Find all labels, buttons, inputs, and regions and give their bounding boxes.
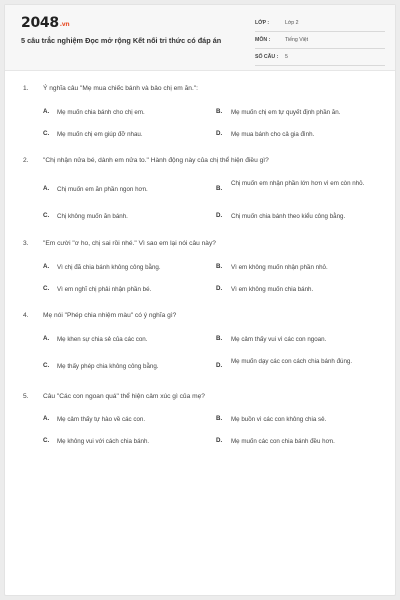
option-text: Vì em không muốn chia bánh. [231,286,314,293]
option-letter: A. [43,185,50,192]
option-letter: A. [43,415,50,422]
option-letter: B. [216,335,223,342]
option-letter: D. [216,362,223,369]
question-number: 5. [23,393,29,400]
question-5 [5,393,395,465]
option-letter: B. [216,185,223,192]
option-text: Chị không muốn ăn bánh. [57,213,128,220]
meta-row-count [255,51,385,66]
option-text: Mẹ khen sự chia sẻ của các con. [57,336,148,343]
option-letter: D. [216,437,223,444]
option-letter: B. [216,108,223,115]
option-text: Mẹ muốn chia bánh cho chị em. [57,109,145,116]
page-title: 5 câu trắc nghiệm Đọc mở rộng Kết nối tri thức có đáp án [21,36,222,45]
meta-value: Tiếng Việt [285,37,309,43]
option-text: Mẹ cảm thấy vui vì các con ngoan. [231,336,327,343]
option-letter: A. [43,108,50,115]
option-text: Mẹ muốn các con chia bánh đều hơn. [231,438,335,445]
meta-value: Lớp 2 [285,20,299,26]
logo-suffix: .vn [59,21,70,28]
option-text: Mẹ muốn chị em tự quyết định phần ăn. [231,109,341,116]
meta-label: MÔN : [255,37,271,43]
question-number: 3. [23,240,29,247]
question-list [5,85,395,465]
option-text: Vì chị đã chia bánh không công bằng. [57,264,161,271]
option-text: Chị muốn em ăn phần ngon hơn. [57,186,148,193]
option-letter: D. [216,285,223,292]
option-letter: D. [216,212,223,219]
option-text: Mẹ muốn dạy các con cách chia bánh đúng. [231,358,353,365]
option-letter: C. [43,285,50,292]
question-3 [5,240,395,312]
option-text: Vì em nghĩ chị phải nhận phần bé. [57,286,152,293]
option-text: Mẹ buồn vì các con không chia sẻ. [231,416,327,423]
meta-label: LỚP : [255,20,270,26]
question-text: Câu "Các con ngoan quá" thể hiện cảm xúc gì của mẹ? [43,393,205,400]
option-text: Mẹ muốn chị em giúp đỡ nhau. [57,131,143,138]
option-text: Mẹ mua bánh cho cả gia đình. [231,131,315,138]
meta-value: 5 [285,54,288,60]
question-text: "Em cười "ơ ho, chị sai rồi nhé." Vì sao em lại nói câu này? [43,240,216,247]
logo-text: 2048 [21,15,59,31]
question-1 [5,85,395,157]
option-letter: D. [216,130,223,137]
option-text: Chị muốn chia bánh theo kiểu công bằng. [231,213,346,220]
option-text: Mẹ thấy phép chia không công bằng. [57,363,159,370]
question-text: Mẹ nói "Phép chia nhiệm màu" có ý nghĩa gì? [43,312,177,319]
question-text: Ý nghĩa câu "Mẹ mua chiếc bánh và bảo chị em ăn.": [43,85,198,92]
question-number: 4. [23,312,29,319]
option-text: Mẹ không vui với cách chia bánh. [57,438,150,445]
option-letter: A. [43,263,50,270]
question-number: 1. [23,85,29,92]
option-letter: C. [43,362,50,369]
question-2 [5,157,395,240]
option-text: Vì em không muốn nhận phần nhỏ. [231,264,328,271]
worksheet-header [5,5,395,71]
option-letter: B. [216,415,223,422]
question-text: "Chị nhận nửa bé, dành em nửa to." Hành động này của chị thể hiện điều gì? [43,157,269,164]
meta-row-class [255,17,385,32]
site-logo[interactable] [21,15,69,31]
option-letter: A. [43,335,50,342]
option-text: Mẹ cảm thấy tự hào về các con. [57,416,146,423]
option-letter: C. [43,437,50,444]
question-4 [5,312,395,393]
worksheet-meta [255,17,385,68]
option-letter: B. [216,263,223,270]
worksheet-page [4,4,396,596]
option-letter: C. [43,130,50,137]
meta-label: SỐ CÂU : [255,54,279,60]
option-letter: C. [43,212,50,219]
option-text: Chị muốn em nhận phần lớn hơn vì em còn nhỏ. [231,180,365,187]
question-number: 2. [23,157,29,164]
meta-row-subject [255,34,385,49]
